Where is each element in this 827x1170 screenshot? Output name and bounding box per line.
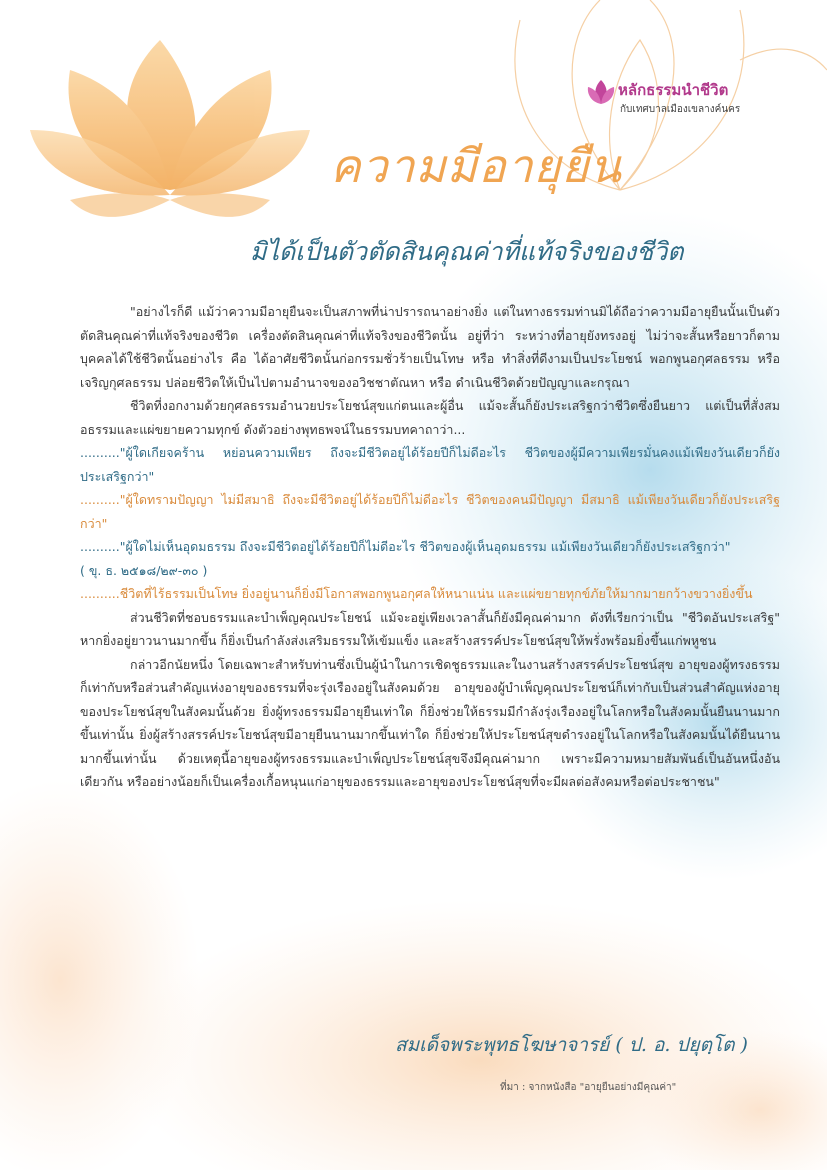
article-body: [80, 300, 780, 794]
paragraph-1: "อย่างไรก็ดี แม้ว่าความมีอายุยืนจะเป็นสภาพที่น่าปรารถนาอย่างยิ่ง แต่ในทางธรรมท่านมิได้ถือว่าความมีอายุยืนนั้นเป็นตัวตัดสินคุณค่าที่แท้จริงของชีวิต เครื่องตัดสินคุณค่าที่แท้จริงของชีวิตนั้น อยู่ที่ว่า ระหว่างที่อายุยังทรงอยู่ ไม่ว่าจะสั้นหรือยาวก็ตาม บุคคลได้ใช้ชีวิตนั้นอย่างไร คือ ได้อาศัยชีวิตนั้นก่อกรรมชั่วร้ายเป็นโทษ หรือ ทำสิ่งที่ดีงามเป็นประโยชน์ พอกพูนอกุศลธรรม หรือ เจริญกุศลธรรม ปล่อยชีวิตให้เป็นไปตามอำนาจของอวิชชาตัณหา หรือ ดำเนินชีวิตด้วยปัญญาและกรุณา: [80, 304, 780, 390]
logo-subtitle: กับเทศบาลเมืองเขลางค์นคร: [620, 104, 741, 115]
page-title: ความมีอายุยืน: [330, 139, 622, 193]
quote-2: .........."ผู้ใดทรามปัญญา ไม่มีสมาธิ ถึงจะมีชีวิตอยู่ได้ร้อยปีก็ไม่ดีอะไร ชีวิตของคนมีปัญญา มีสมาธิ แม้เพียงวันเดียวก็ยังประเสริฐกว่า": [80, 492, 780, 531]
signature: สมเด็จพระพุทธโฆษาจารย์ ( ป. อ. ปยุตฺโต ): [395, 1034, 748, 1056]
source-note: ที่มา : จากหนังสือ "อายุยืนอย่างมีคุณค่า": [500, 1082, 677, 1093]
quote-1: .........."ผู้ใดเกียจคร้าน หย่อนความเพียร ถึงจะมีชีวิตอยู่ได้ร้อยปีก็ไม่ดีอะไร ชีวิตของผู้มีความเพียรมั่นคงแม้เพียงวันเดียวก็ยังประเสริฐกว่า": [80, 445, 780, 484]
lotus-logo-icon: [584, 74, 618, 108]
paragraph-2: ชีวิตที่งอกงามด้วยกุศลธรรมอำนวยประโยชน์สุขแก่ตนและผู้อื่น แม้จะสั้นก็ยังประเสริฐกว่าชีวิตซึ่งยืนยาว แต่เป็นที่สั่งสมอธรรมและแผ่ขยายความทุกข์ ดังตัวอย่างพุทธพจน์ในธรรมบทคาถาว่า...: [80, 398, 780, 437]
quote-reference: ( ขุ. ธ. ๒๕๑๘/๒๙-๓๐ ): [80, 562, 208, 578]
quote-3: .........."ผู้ใดไม่เห็นอุดมธรรม ถึงจะมีชีวิตอยู่ได้ร้อยปีก็ไม่ดีอะไร ชีวิตของผู้เห็นอุดมธรรม แม้เพียงวันเดียวก็ยังประเสริฐกว่า": [80, 539, 731, 554]
lotus-flower-icon: [30, 40, 310, 217]
paragraph-5: กล่าวอีกนัยหนึ่ง โดยเฉพาะสำหรับท่านซึ่งเป็นผู้นำในการเชิดชูธรรมและในงานสร้างสรรค์ประโยชน์สุข อายุของผู้ทรงธรรมก็เท่ากับหรือส่วนสำคัญแห่งอายุของธรรมที่จะรุ่งเรืองอยู่ในสังคมด้วย อายุของผู้บำเพ็ญคุณประโยชน์ก็เท่ากับเป็นส่วนสำคัญแห่งอายุของประโยชน์สุขในสังคมนั้นด้วย ยิ่งผู้ทรงธรรมมีอายุยืนเท่าใด ก็ยิ่งช่วยให้ธรรมมีกำลังรุ่งเรืองอยู่ในโลกหรือในสังคมนั้นยืนนานมากขึ้นเท่านั้น ยิ่งผู้สร้างสรรค์ประโยชน์สุขมีอายุยืนนานมากขึ้นเท่าใด ก็ยิ่งช่วยให้ประโยชน์สุขดำรงอยู่ในโลกหรือในสังคมนั้นได้ยืนนานมากขึ้นเท่านั้น ด้วยเหตุนี้อายุของผู้ทรงธรรมและบำเพ็ญประโยชน์สุขจึงมีคุณค่ามาก เพราะมีความหมายสัมพันธ์เป็นอันหนึ่งอันเดียวกัน หรืออย่างน้อยก็เป็นเครื่องเกื้อหนุนแก่อายุของธรรมและอายุของประโยชน์สุขที่จะมีผลต่อสังคมหรือต่อประชาชน": [80, 656, 780, 789]
page-subtitle: มิได้เป็นตัวตัดสินคุณค่าที่แท้จริงของชีวิต: [250, 237, 684, 266]
logo: [584, 72, 774, 122]
paragraph-3: ..........ชีวิตที่ไร้ธรรมเป็นโทษ ยิ่งอยู่นานก็ยิ่งมีโอกาสพอกพูนอกุศลให้หนาแน่น และแผ่ขยายทุกข์ภัยให้มากมายกว้างขวางยิ่งขึ้น: [80, 586, 753, 601]
logo-name: หลักธรรมนำชีวิต: [618, 81, 729, 99]
paragraph-4: ส่วนชีวิตที่ชอบธรรมและบำเพ็ญคุณประโยชน์ แม้จะอยู่เพียงเวลาสั้นก็ยังมีคุณค่ามาก ดังที่เรียกว่าเป็น "ชีวิตอันประเสริฐ" หากยิ่งอยู่ยาวนานมากขึ้น ก็ยิ่งเป็นกำลังส่งเสริมธรรมให้เข้มแข็ง และสร้างสรรค์ประโยชน์สุขให้พรั่งพร้อมยิ่งขึ้นแก่พหูชน: [80, 609, 780, 648]
